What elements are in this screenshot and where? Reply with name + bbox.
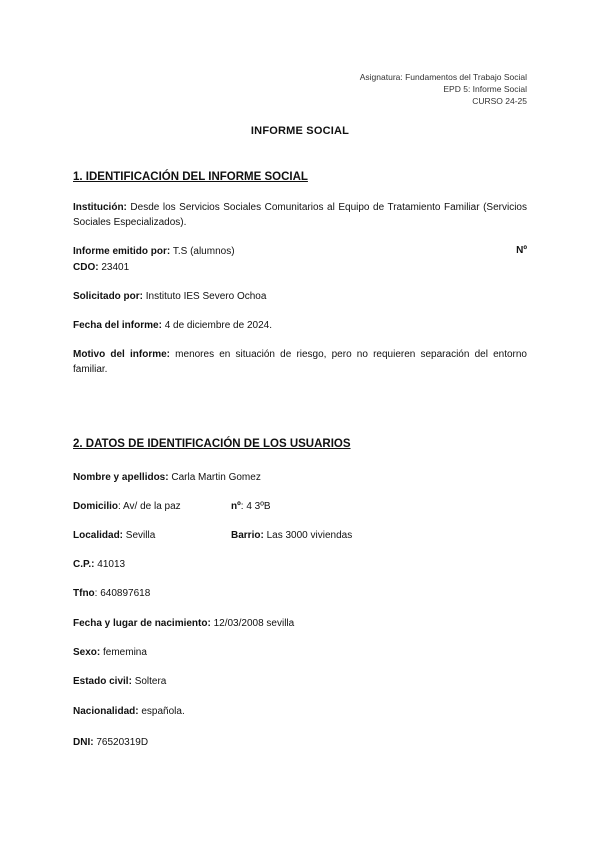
nacionalidad-value: española. — [141, 706, 185, 717]
sexo-field — [73, 646, 147, 660]
numero-piso-field — [231, 500, 271, 514]
solicitado-value: Instituto IES Severo Ochoa — [145, 291, 267, 302]
barrio-label: Barrio: — [231, 530, 264, 541]
solicitado-label: Solicitado por: — [73, 291, 143, 302]
barrio-value: Las 3000 viviendas — [266, 530, 353, 541]
motivo-value: menores en situación de riesgo, pero no requieren separación del entorno familiar. — [73, 349, 527, 375]
header-course: CURSO 24-25 — [472, 96, 527, 106]
cp-field — [73, 558, 125, 572]
nacimiento-label: Fecha y lugar de nacimiento: — [73, 618, 211, 629]
sexo-label: Sexo: — [73, 647, 101, 658]
motivo-field — [73, 348, 527, 377]
domicilio-label: Domicilio — [73, 501, 119, 512]
cdo-label: CDO: — [73, 262, 99, 273]
cdo-field — [73, 261, 129, 275]
nombre-value: Carla Martin Gomez — [171, 472, 261, 483]
motivo-label: Motivo del informe: — [73, 349, 170, 360]
emitido-field — [73, 245, 235, 259]
numero-label: Nº — [516, 245, 527, 256]
dni-value: 76520319D — [96, 737, 149, 748]
nacimiento-value: 12/03/2008 sevilla — [213, 618, 295, 629]
nombre-label: Nombre y apellidos: — [73, 472, 169, 483]
domicilio-value: : Av/ de la paz — [118, 501, 181, 512]
sexo-value: fememina — [103, 647, 147, 658]
dni-label: DNI: — [73, 737, 94, 748]
estado-civil-value: Soltera — [134, 676, 167, 687]
tfno-label: Tfno — [73, 588, 95, 599]
numero-piso-label: nº — [231, 501, 241, 512]
dni-field — [73, 736, 148, 750]
localidad-field — [73, 529, 155, 543]
institucion-field — [73, 201, 527, 230]
header-epd: EPD 5: Informe Social — [443, 84, 527, 94]
fecha-field — [73, 319, 272, 333]
cp-value: 41013 — [97, 559, 126, 570]
fecha-label: Fecha del informe: — [73, 320, 162, 331]
barrio-field — [231, 529, 352, 543]
institucion-value: Desde los Servicios Sociales Comunitarios al Equipo de Tratamiento Familiar (Servicios Sociales Especializados). — [73, 202, 527, 228]
fecha-value: 4 de diciembre de 2024. — [164, 320, 272, 331]
estado-civil-label: Estado civil: — [73, 676, 132, 687]
course-header — [360, 71, 527, 107]
numero-piso-value: : 4 3ºB — [240, 501, 271, 512]
document-title: INFORME SOCIAL — [250, 125, 350, 137]
section-2-heading: 2. DATOS DE IDENTIFICACIÓN DE LOS USUARIOS — [73, 438, 351, 450]
nombre-field — [73, 471, 261, 485]
domicilio-field — [73, 500, 181, 514]
nacionalidad-label: Nacionalidad: — [73, 706, 139, 717]
cp-label: C.P.: — [73, 559, 95, 570]
institucion-label: Institución: — [73, 202, 127, 213]
section-1-heading: 1. IDENTIFICACIÓN DEL INFORME SOCIAL — [73, 171, 308, 183]
emitido-label: Informe emitido por: — [73, 246, 171, 257]
tfno-value: : 640897618 — [94, 588, 151, 599]
header-subject: Asignatura: Fundamentos del Trabajo Social — [359, 72, 527, 82]
estado-civil-field — [73, 675, 166, 689]
localidad-label: Localidad: — [73, 530, 124, 541]
emitido-value: T.S (alumnos) — [172, 246, 235, 257]
nacimiento-field — [73, 617, 294, 631]
localidad-value: Sevilla — [125, 530, 156, 541]
nacionalidad-field — [73, 705, 185, 719]
solicitado-field — [73, 290, 266, 304]
cdo-value: 23401 — [101, 262, 130, 273]
tfno-field — [73, 587, 150, 601]
